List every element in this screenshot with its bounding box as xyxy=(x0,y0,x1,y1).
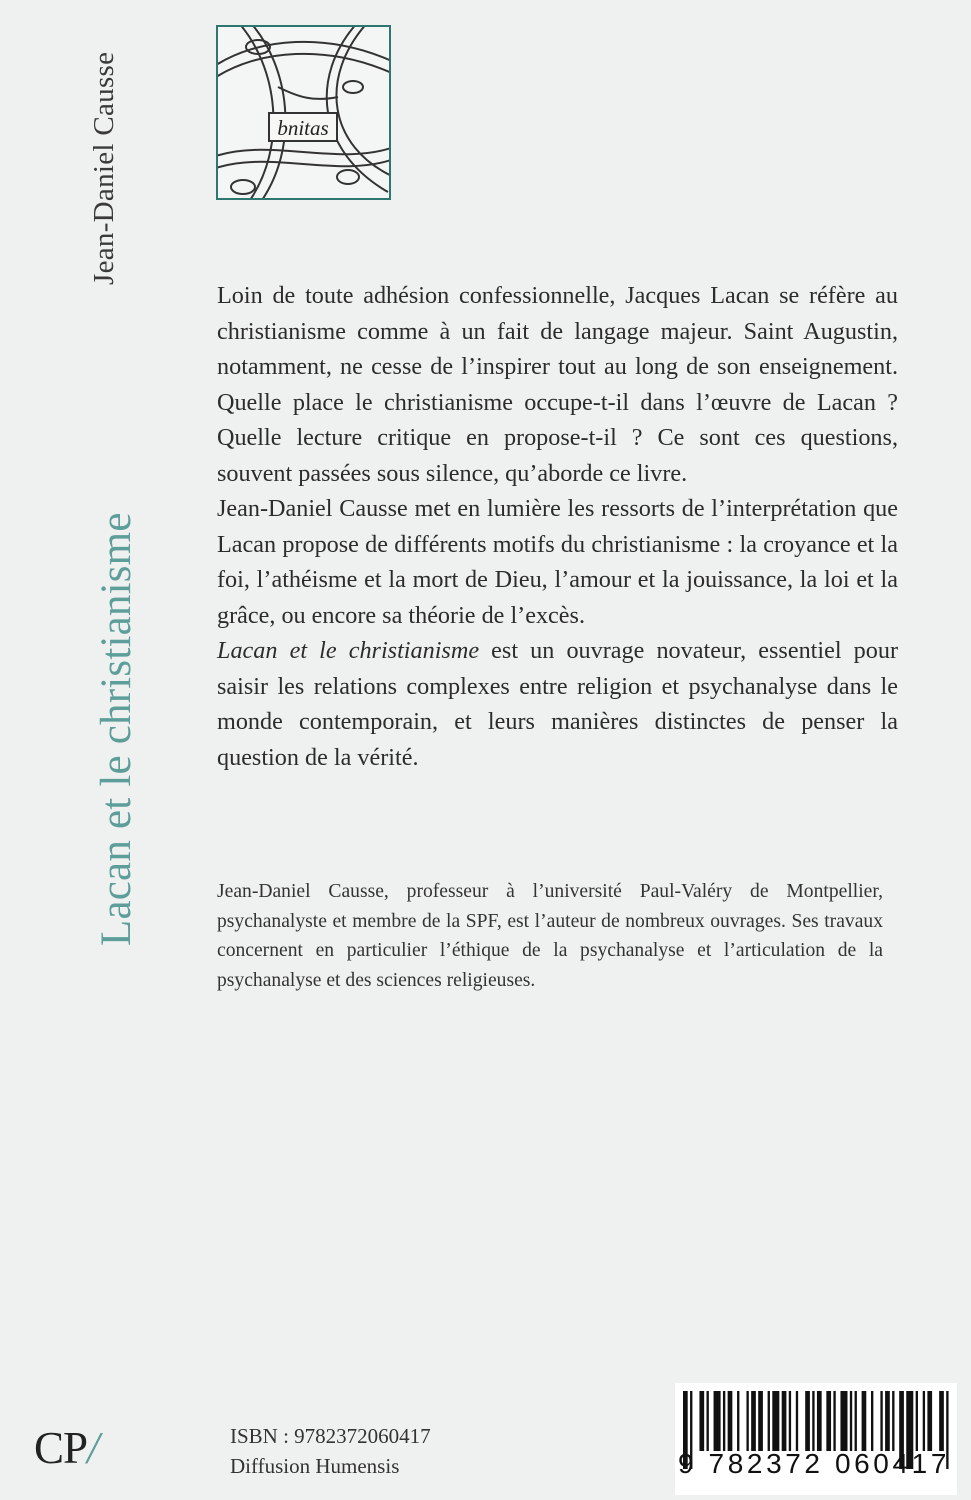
barcode-bar xyxy=(880,1391,882,1451)
blurb-paragraph-3 xyxy=(217,633,898,775)
barcode-bar xyxy=(833,1391,835,1451)
barcode-bar xyxy=(737,1391,739,1451)
book-title-italic: Lacan et le christianisme xyxy=(217,637,480,664)
barcode-bar xyxy=(699,1391,704,1451)
barcode-bar xyxy=(789,1391,791,1451)
barcode-bar xyxy=(805,1391,810,1451)
barcode-bar xyxy=(826,1391,831,1451)
blurb-paragraph-3-text: est un ouvrage novateur, essentiel pour saisir les relations complexes entre religion et psychanalyse dans le monde contemporain, et leurs manières distinctes de penser la question de la vérité. xyxy=(217,637,899,771)
barcode-bar xyxy=(855,1391,857,1451)
barcode-bar xyxy=(746,1391,748,1451)
isbn: ISBN : 9782372060417 xyxy=(230,1424,431,1448)
spine-title: Lacan et le christianisme xyxy=(93,512,140,946)
barcode-bar xyxy=(817,1391,822,1451)
barcode-bar xyxy=(840,1391,847,1451)
barcode-bar xyxy=(772,1391,779,1451)
blurb xyxy=(217,278,898,775)
barcode-bar xyxy=(796,1391,798,1451)
barcode-bar xyxy=(768,1391,770,1451)
barcode-bar xyxy=(728,1391,733,1451)
barcode-bar xyxy=(862,1391,867,1451)
barcode-bar xyxy=(758,1391,763,1451)
barcode-digits: 9 782372 060417 xyxy=(678,1448,950,1479)
distributor: Diffusion Humensis xyxy=(230,1454,400,1478)
barcode-bar xyxy=(782,1391,787,1451)
barcode-bar xyxy=(723,1391,725,1451)
logo-letters: CP xyxy=(34,1423,88,1473)
barcode-bar xyxy=(714,1391,721,1451)
barcode-bar xyxy=(916,1391,918,1451)
isbn-block xyxy=(230,1421,431,1481)
author-bio: Jean-Daniel Causse, professeur à l’université Paul-Valéry de Montpellier, psychanalyste et membre de la SPF, est l’auteur de nombreux ouvrages. Ses travaux concernent en particulier l’éthique de la psychanalyse et l’articulation de la psychanalyse et des sciences religieuses. xyxy=(217,881,883,991)
barcode-bar xyxy=(892,1391,894,1451)
barcode-bar xyxy=(812,1391,814,1451)
publisher-emblem xyxy=(216,25,391,200)
spine-author: Jean-Daniel Causse xyxy=(88,51,120,285)
barcode-bar xyxy=(885,1391,890,1451)
barcode-bar xyxy=(871,1391,873,1451)
logo-slash: / xyxy=(87,1423,99,1473)
emblem-label: bnitas xyxy=(268,112,338,142)
publisher-logo xyxy=(34,1422,99,1474)
barcode-bar xyxy=(707,1391,709,1451)
barcode-bar xyxy=(927,1391,932,1451)
blurb-paragraph-2: Jean-Daniel Causse met en lumière les ressorts de l’interprétation que Lacan propose de différents motifs du christianisme : la croyance et la foi, l’athéisme et la mort de Dieu, l’amour et la jouissance, la loi et la grâce, ou encore sa théorie de l’excès. xyxy=(217,495,898,629)
blurb-paragraph-1: Loin de toute adhésion confessionnelle, Jacques Lacan se réfère au christianisme comme à un fait de langage majeur. Saint Augustin, notamment, ne cesse de l’inspirer tout au long de son enseignement. Quelle place le christianisme occupe-t-il dans l’œuvre de Lacan ? Quelle lecture critique en propose-t-il ? Ce sont ces questions, souvent passées sous silence, qu’aborde ce livre. xyxy=(217,282,898,487)
barcode-bar xyxy=(923,1391,925,1451)
barcode-bar xyxy=(751,1391,756,1451)
barcode-bar xyxy=(850,1391,852,1451)
barcode-bar xyxy=(939,1391,944,1451)
